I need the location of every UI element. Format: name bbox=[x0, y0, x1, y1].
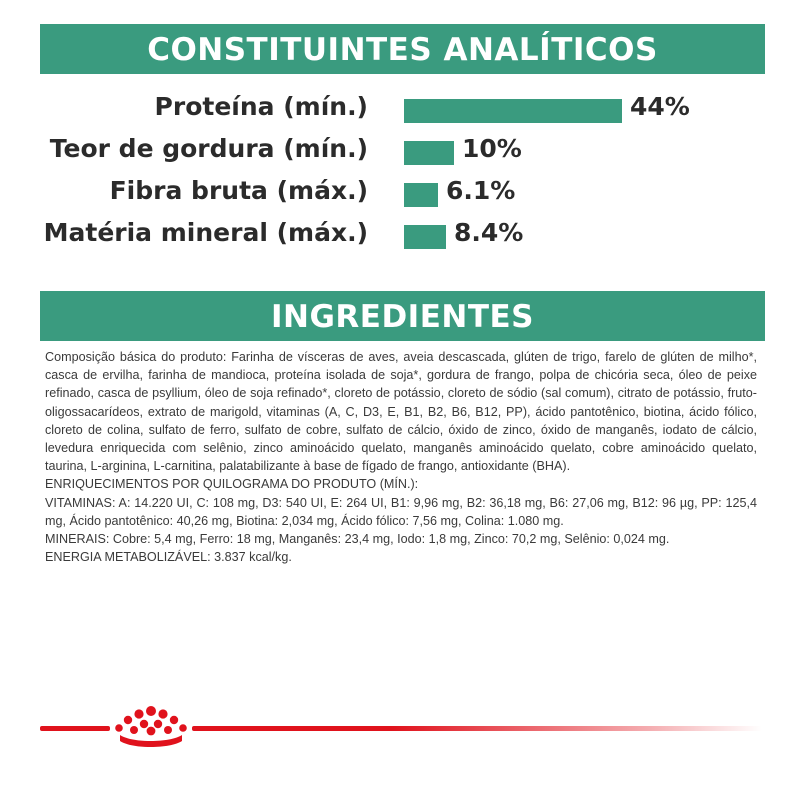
constituent-label: Fibra bruta (máx.) bbox=[109, 176, 368, 205]
ingredients-header: INGREDIENTES bbox=[40, 291, 765, 341]
footer-divider-left bbox=[40, 726, 110, 731]
constituent-row bbox=[0, 130, 800, 170]
constituent-row bbox=[0, 88, 800, 128]
constituent-bar bbox=[404, 225, 446, 249]
enrichment-heading: ENRIQUECIMENTOS POR QUILOGRAMA DO PRODUTO (MÍN.): bbox=[45, 477, 419, 492]
constituent-value: 10% bbox=[462, 134, 522, 163]
constituent-bar bbox=[404, 99, 622, 123]
footer-divider-right bbox=[192, 726, 762, 731]
constituent-value: 8.4% bbox=[454, 218, 524, 247]
constituent-bar bbox=[404, 141, 454, 165]
constituent-row bbox=[0, 172, 800, 212]
constituent-label: Proteína (mín.) bbox=[154, 92, 368, 121]
constituent-label: Matéria mineral (máx.) bbox=[43, 218, 368, 247]
ingredients-composition: Composição básica do produto: Farinha de vísceras de aves, aveia descascada, glúten de trigo, farelo de glúten de milho*, casca de ervilha, farinha de mandioca, proteína isolada de soja*, gordura de frango, polpa de chicória seca, óleo de peixe refinado, casca de psyllium, óleo de soja refinado*, cloreto de potássio, cloreto de sódio (sal comum), citrato de potássio, fruto-oligossacarídeos, extrato de marigold, vitaminas (A, C, D3, E, B1, B2, B6, B12, PP), ácido pantotênico, biotina, ácido fólico, cloreto de colina, sulfato de ferro, sulfato de cobre, sulfato de cálcio, óxido de zinco, óxido de manganês, iodato de cálcio, levedura enriquecida com selênio, zinco aminoácido quelato, manganês aminoácido quelato, cobre aminoácido quelato, taurina, L-arginina, L-carnitina, palatabilizante à base de fígado de frango, antioxidante (BHA). bbox=[45, 350, 757, 474]
constituent-row bbox=[0, 214, 800, 254]
constituent-value: 6.1% bbox=[446, 176, 516, 205]
constituent-value: 44% bbox=[630, 92, 690, 121]
minerals-list: MINERAIS: Cobre: 5,4 mg, Ferro: 18 mg, Manganês: 23,4 mg, Iodo: 1,8 mg, Zinco: 70,2 mg, Selênio: 0,024 mg. bbox=[45, 532, 670, 547]
analytical-constituents-header: CONSTITUINTES ANALÍTICOS bbox=[40, 24, 765, 74]
vitamins-list: VITAMINAS: A: 14.220 UI, C: 108 mg, D3: 540 UI, E: 264 UI, B1: 9,96 mg, B2: 36,18 mg, B6: 27,06 mg, B12: 96 µg, PP: 125,4 mg, Ácido pantotênico: 40,26 mg, Biotina: 2,034 mg, Ácido fólico: 7,56 mg, Colina: 1.080 mg. bbox=[45, 495, 757, 528]
constituent-bar bbox=[404, 183, 438, 207]
royal-canin-crown-icon bbox=[112, 705, 190, 751]
ingredients-text-block bbox=[45, 348, 757, 566]
constituent-label: Teor de gordura (mín.) bbox=[49, 134, 368, 163]
metabolizable-energy: ENERGIA METABOLIZÁVEL: 3.837 kcal/kg. bbox=[45, 550, 292, 565]
